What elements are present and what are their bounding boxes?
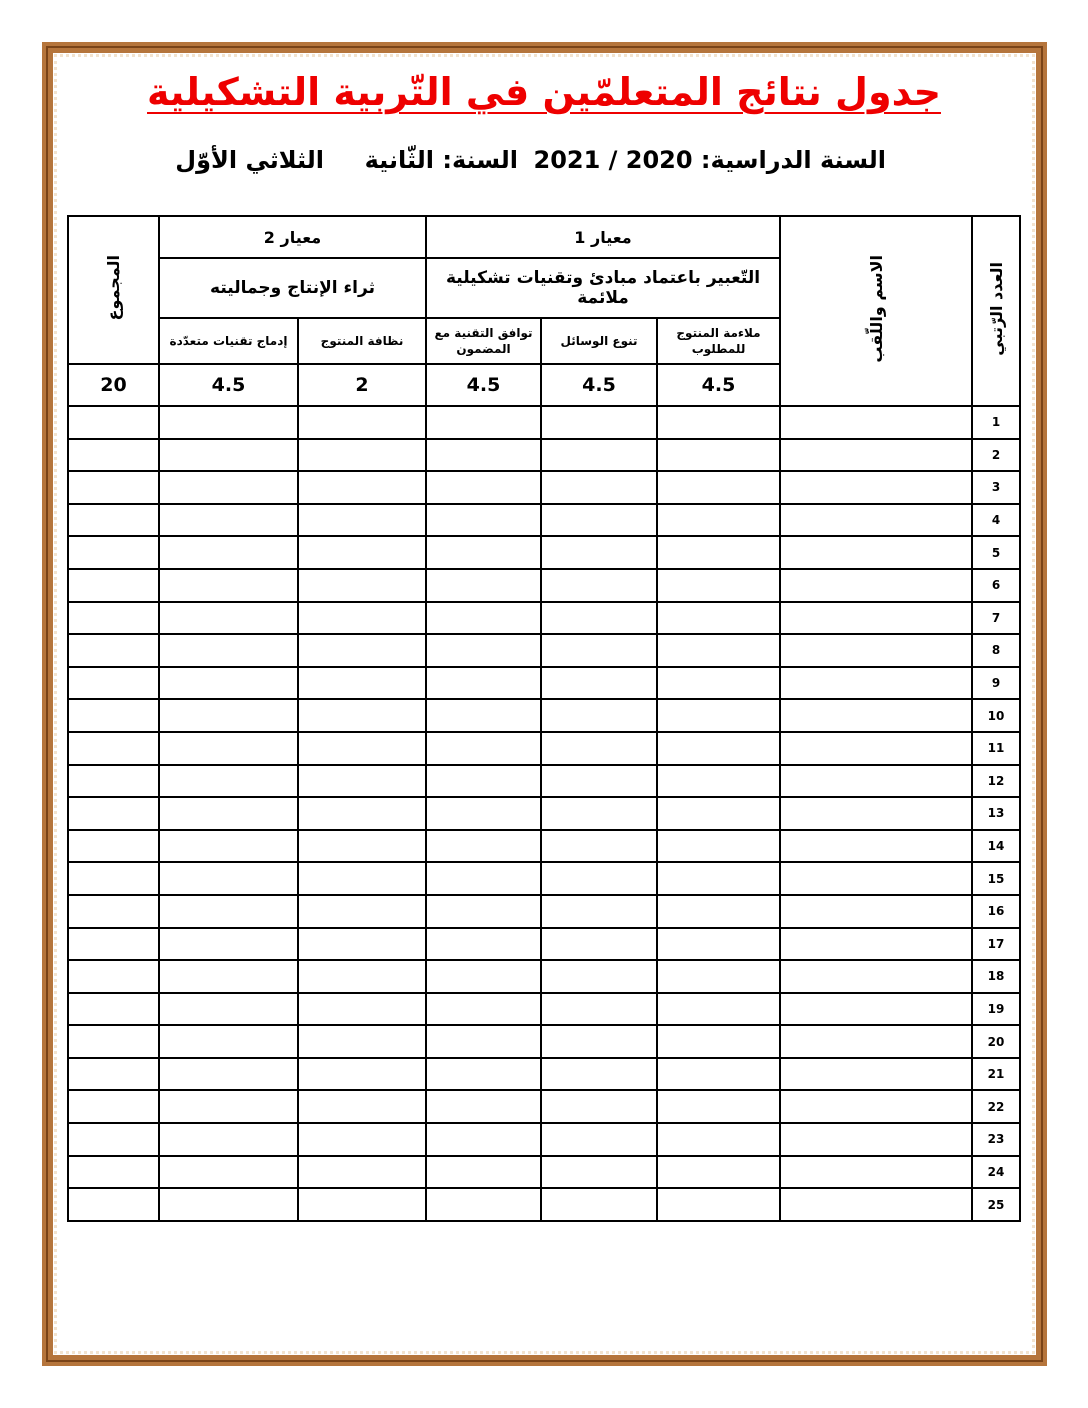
row-number: 19 [972, 993, 1020, 1026]
score-cell[interactable] [298, 504, 426, 537]
table-row [68, 960, 1020, 993]
sub-criterion: توافق التقنية مع المضمون [426, 318, 541, 364]
name-cell[interactable] [780, 1025, 972, 1058]
score-cell[interactable] [657, 830, 780, 863]
row-number: 25 [972, 1188, 1020, 1221]
name-cell[interactable] [780, 732, 972, 765]
score-cell[interactable] [657, 1156, 780, 1189]
grades-table [67, 215, 1021, 1222]
score-cell[interactable] [541, 960, 657, 993]
score-cell[interactable] [159, 471, 298, 504]
score-cell[interactable] [159, 569, 298, 602]
score-cell[interactable] [541, 1123, 657, 1156]
score-cell[interactable] [298, 667, 426, 700]
score-cell[interactable] [426, 1156, 541, 1189]
header-number-label: العدد الرّتبي [986, 262, 1006, 356]
row-number: 24 [972, 1156, 1020, 1189]
name-cell[interactable] [780, 928, 972, 961]
score-cell[interactable] [426, 830, 541, 863]
name-cell[interactable] [780, 862, 972, 895]
score-cell[interactable] [541, 1090, 657, 1123]
score-cell[interactable] [541, 634, 657, 667]
row-number: 9 [972, 667, 1020, 700]
total-cell[interactable] [68, 569, 159, 602]
score-cell[interactable] [541, 862, 657, 895]
score-cell[interactable] [426, 993, 541, 1026]
student-rows [68, 406, 1020, 1221]
school-year-label: السنة: الثّانية [364, 146, 518, 174]
table-row [68, 1025, 1020, 1058]
total-cell[interactable] [68, 634, 159, 667]
name-cell[interactable] [780, 797, 972, 830]
score-cell[interactable] [657, 634, 780, 667]
score-cell[interactable] [159, 699, 298, 732]
table-row [68, 1058, 1020, 1091]
table-row [68, 797, 1020, 830]
row-number: 15 [972, 862, 1020, 895]
score-cell[interactable] [426, 439, 541, 472]
table-row [68, 1156, 1020, 1189]
table-row [68, 895, 1020, 928]
score-cell[interactable] [541, 993, 657, 1026]
score-cell[interactable] [159, 1058, 298, 1091]
score-cell[interactable] [426, 634, 541, 667]
table-row [68, 862, 1020, 895]
score-cell[interactable] [541, 471, 657, 504]
total-cell[interactable] [68, 862, 159, 895]
score-cell[interactable] [657, 1058, 780, 1091]
term-label: الثلاثي الأوّل [175, 146, 324, 174]
score-cell[interactable] [159, 439, 298, 472]
total-cell[interactable] [68, 993, 159, 1026]
score-cell[interactable] [159, 993, 298, 1026]
score-cell[interactable] [298, 569, 426, 602]
total-cell[interactable] [68, 960, 159, 993]
score-cell[interactable] [541, 536, 657, 569]
criterion-2-header: معيار 2 [159, 216, 426, 258]
score-cell[interactable] [657, 1188, 780, 1221]
total-cell[interactable] [68, 1090, 159, 1123]
score-cell[interactable] [541, 504, 657, 537]
criterion-2-description: ثراء الإنتاج وجماليته [159, 258, 426, 318]
table-row [68, 1090, 1020, 1123]
score-cell[interactable] [298, 960, 426, 993]
name-cell[interactable] [780, 602, 972, 635]
score-cell[interactable] [298, 1156, 426, 1189]
score-cell[interactable] [298, 439, 426, 472]
total-cell[interactable] [68, 1025, 159, 1058]
score-cell[interactable] [657, 569, 780, 602]
weight-cell: 4.5 [541, 364, 657, 406]
total-cell[interactable] [68, 602, 159, 635]
score-cell[interactable] [657, 960, 780, 993]
score-cell[interactable] [298, 928, 426, 961]
score-cell[interactable] [426, 699, 541, 732]
total-cell[interactable] [68, 471, 159, 504]
score-cell[interactable] [541, 1156, 657, 1189]
score-cell[interactable] [657, 1025, 780, 1058]
row-number: 7 [972, 602, 1020, 635]
score-cell[interactable] [541, 895, 657, 928]
sub-criterion: نظافة المنتوج [298, 318, 426, 364]
row-number: 18 [972, 960, 1020, 993]
row-number: 20 [972, 1025, 1020, 1058]
row-number: 12 [972, 765, 1020, 798]
total-cell[interactable] [68, 1156, 159, 1189]
name-cell[interactable] [780, 699, 972, 732]
score-cell[interactable] [159, 732, 298, 765]
name-cell[interactable] [780, 439, 972, 472]
score-cell[interactable] [159, 928, 298, 961]
total-cell[interactable] [68, 699, 159, 732]
name-cell[interactable] [780, 1058, 972, 1091]
score-cell[interactable] [159, 1090, 298, 1123]
score-cell[interactable] [159, 667, 298, 700]
table-row [68, 732, 1020, 765]
table-row [68, 1188, 1020, 1221]
criterion-1-header: معيار 1 [426, 216, 780, 258]
name-cell[interactable] [780, 504, 972, 537]
name-cell[interactable] [780, 1090, 972, 1123]
score-cell[interactable] [657, 895, 780, 928]
score-cell[interactable] [298, 634, 426, 667]
score-cell[interactable] [159, 1156, 298, 1189]
score-cell[interactable] [426, 1188, 541, 1221]
name-cell[interactable] [780, 536, 972, 569]
score-cell[interactable] [541, 1058, 657, 1091]
total-cell[interactable] [68, 928, 159, 961]
score-cell[interactable] [159, 634, 298, 667]
score-cell[interactable] [541, 406, 657, 439]
name-cell[interactable] [780, 634, 972, 667]
score-cell[interactable] [541, 765, 657, 798]
name-cell[interactable] [780, 830, 972, 863]
name-cell[interactable] [780, 471, 972, 504]
name-cell[interactable] [780, 406, 972, 439]
table-row [68, 993, 1020, 1026]
total-weight-cell: 20 [68, 364, 159, 406]
score-cell[interactable] [159, 1123, 298, 1156]
score-cell[interactable] [657, 1123, 780, 1156]
academic-year-label: السنة الدراسية: 2020 / 2021 [533, 146, 886, 174]
score-cell[interactable] [426, 667, 541, 700]
score-cell[interactable] [426, 895, 541, 928]
score-cell[interactable] [426, 1058, 541, 1091]
score-cell[interactable] [159, 1188, 298, 1221]
name-cell[interactable] [780, 1188, 972, 1221]
score-cell[interactable] [657, 1090, 780, 1123]
row-number: 3 [972, 471, 1020, 504]
score-cell[interactable] [298, 602, 426, 635]
score-cell[interactable] [298, 471, 426, 504]
row-number: 6 [972, 569, 1020, 602]
table-row [68, 536, 1020, 569]
score-cell[interactable] [426, 862, 541, 895]
score-cell[interactable] [426, 732, 541, 765]
score-cell[interactable] [657, 471, 780, 504]
header-number [972, 216, 1020, 406]
score-cell[interactable] [298, 765, 426, 798]
score-cell[interactable] [159, 602, 298, 635]
score-cell[interactable] [159, 1025, 298, 1058]
table-row [68, 471, 1020, 504]
score-cell[interactable] [426, 406, 541, 439]
table-row [68, 667, 1020, 700]
score-cell[interactable] [426, 765, 541, 798]
score-cell[interactable] [426, 928, 541, 961]
score-cell[interactable] [159, 862, 298, 895]
total-cell[interactable] [68, 732, 159, 765]
score-cell[interactable] [298, 1025, 426, 1058]
score-cell[interactable] [541, 797, 657, 830]
name-cell[interactable] [780, 1123, 972, 1156]
header-name [780, 216, 972, 406]
score-cell[interactable] [426, 471, 541, 504]
sub-criterion: تنوع الوسائل [541, 318, 657, 364]
score-cell[interactable] [298, 536, 426, 569]
score-cell[interactable] [657, 862, 780, 895]
criterion-1-description: التّعبير باعتماد مبادئ وتقنيات تشكيلية ملائمة [426, 258, 780, 318]
sub-criterion: ملاءمة المنتوج للمطلوب [657, 318, 780, 364]
total-cell[interactable] [68, 1123, 159, 1156]
name-cell[interactable] [780, 993, 972, 1026]
weight-cell: 2 [298, 364, 426, 406]
total-cell[interactable] [68, 667, 159, 700]
score-cell[interactable] [426, 1090, 541, 1123]
score-cell[interactable] [298, 1188, 426, 1221]
score-cell[interactable] [159, 895, 298, 928]
weight-cell: 4.5 [657, 364, 780, 406]
name-cell[interactable] [780, 765, 972, 798]
score-cell[interactable] [541, 667, 657, 700]
score-cell[interactable] [657, 993, 780, 1026]
total-cell[interactable] [68, 406, 159, 439]
score-cell[interactable] [541, 569, 657, 602]
total-cell[interactable] [68, 504, 159, 537]
score-cell[interactable] [657, 928, 780, 961]
page-title: جدول نتائج المتعلمّين في التّربية التشكيلية [147, 70, 941, 114]
row-number: 17 [972, 928, 1020, 961]
score-cell[interactable] [426, 960, 541, 993]
total-cell[interactable] [68, 895, 159, 928]
row-number: 4 [972, 504, 1020, 537]
score-cell[interactable] [657, 602, 780, 635]
score-cell[interactable] [426, 1025, 541, 1058]
total-cell[interactable] [68, 765, 159, 798]
score-cell[interactable] [541, 439, 657, 472]
score-cell[interactable] [657, 406, 780, 439]
total-cell[interactable] [68, 1058, 159, 1091]
score-cell[interactable] [159, 960, 298, 993]
score-cell[interactable] [426, 1123, 541, 1156]
table-row [68, 569, 1020, 602]
score-cell[interactable] [298, 699, 426, 732]
row-number: 21 [972, 1058, 1020, 1091]
header-name-label: الاسم واللّقب [866, 255, 886, 363]
row-number: 13 [972, 797, 1020, 830]
name-cell[interactable] [780, 960, 972, 993]
score-cell[interactable] [541, 1188, 657, 1221]
row-number: 5 [972, 536, 1020, 569]
score-cell[interactable] [298, 1058, 426, 1091]
score-cell[interactable] [657, 504, 780, 537]
score-cell[interactable] [657, 536, 780, 569]
score-cell[interactable] [657, 439, 780, 472]
score-cell[interactable] [426, 536, 541, 569]
name-cell[interactable] [780, 667, 972, 700]
total-cell[interactable] [68, 536, 159, 569]
score-cell[interactable] [298, 406, 426, 439]
row-number: 14 [972, 830, 1020, 863]
score-cell[interactable] [159, 830, 298, 863]
score-cell[interactable] [541, 928, 657, 961]
score-cell[interactable] [159, 765, 298, 798]
score-cell[interactable] [298, 797, 426, 830]
score-cell[interactable] [657, 797, 780, 830]
name-cell[interactable] [780, 569, 972, 602]
table-row [68, 634, 1020, 667]
score-cell[interactable] [298, 862, 426, 895]
table-row [68, 699, 1020, 732]
weight-cell: 4.5 [159, 364, 298, 406]
row-number: 16 [972, 895, 1020, 928]
score-cell[interactable] [657, 765, 780, 798]
score-cell[interactable] [298, 1123, 426, 1156]
row-number: 23 [972, 1123, 1020, 1156]
table-row [68, 830, 1020, 863]
total-cell[interactable] [68, 1188, 159, 1221]
score-cell[interactable] [298, 830, 426, 863]
score-cell[interactable] [159, 797, 298, 830]
table-row [68, 504, 1020, 537]
score-cell[interactable] [159, 536, 298, 569]
header-total [68, 216, 159, 364]
table-row [68, 602, 1020, 635]
score-cell[interactable] [541, 732, 657, 765]
weight-cell: 4.5 [426, 364, 541, 406]
score-cell[interactable] [426, 569, 541, 602]
row-number: 8 [972, 634, 1020, 667]
score-cell[interactable] [426, 602, 541, 635]
total-cell[interactable] [68, 797, 159, 830]
table-row [68, 928, 1020, 961]
score-cell[interactable] [657, 699, 780, 732]
total-cell[interactable] [68, 830, 159, 863]
score-cell[interactable] [426, 504, 541, 537]
total-cell[interactable] [68, 439, 159, 472]
row-number: 22 [972, 1090, 1020, 1123]
score-cell[interactable] [541, 1025, 657, 1058]
score-cell[interactable] [298, 895, 426, 928]
score-cell[interactable] [298, 993, 426, 1026]
table-row [68, 406, 1020, 439]
score-cell[interactable] [541, 699, 657, 732]
row-number: 11 [972, 732, 1020, 765]
score-cell[interactable] [657, 667, 780, 700]
score-cell[interactable] [298, 1090, 426, 1123]
row-number: 10 [972, 699, 1020, 732]
name-cell[interactable] [780, 895, 972, 928]
header-total-label: المجموع [104, 255, 123, 321]
table-row [68, 765, 1020, 798]
row-number: 2 [972, 439, 1020, 472]
table-row [68, 1123, 1020, 1156]
score-cell[interactable] [298, 732, 426, 765]
table-row [68, 439, 1020, 472]
sub-criterion: إدماج تقنيات متعدّدة [159, 318, 298, 364]
score-cell[interactable] [541, 830, 657, 863]
score-cell[interactable] [657, 732, 780, 765]
score-cell[interactable] [159, 406, 298, 439]
row-number: 1 [972, 406, 1020, 439]
score-cell[interactable] [541, 602, 657, 635]
score-cell[interactable] [159, 504, 298, 537]
name-cell[interactable] [780, 1156, 972, 1189]
score-cell[interactable] [426, 797, 541, 830]
